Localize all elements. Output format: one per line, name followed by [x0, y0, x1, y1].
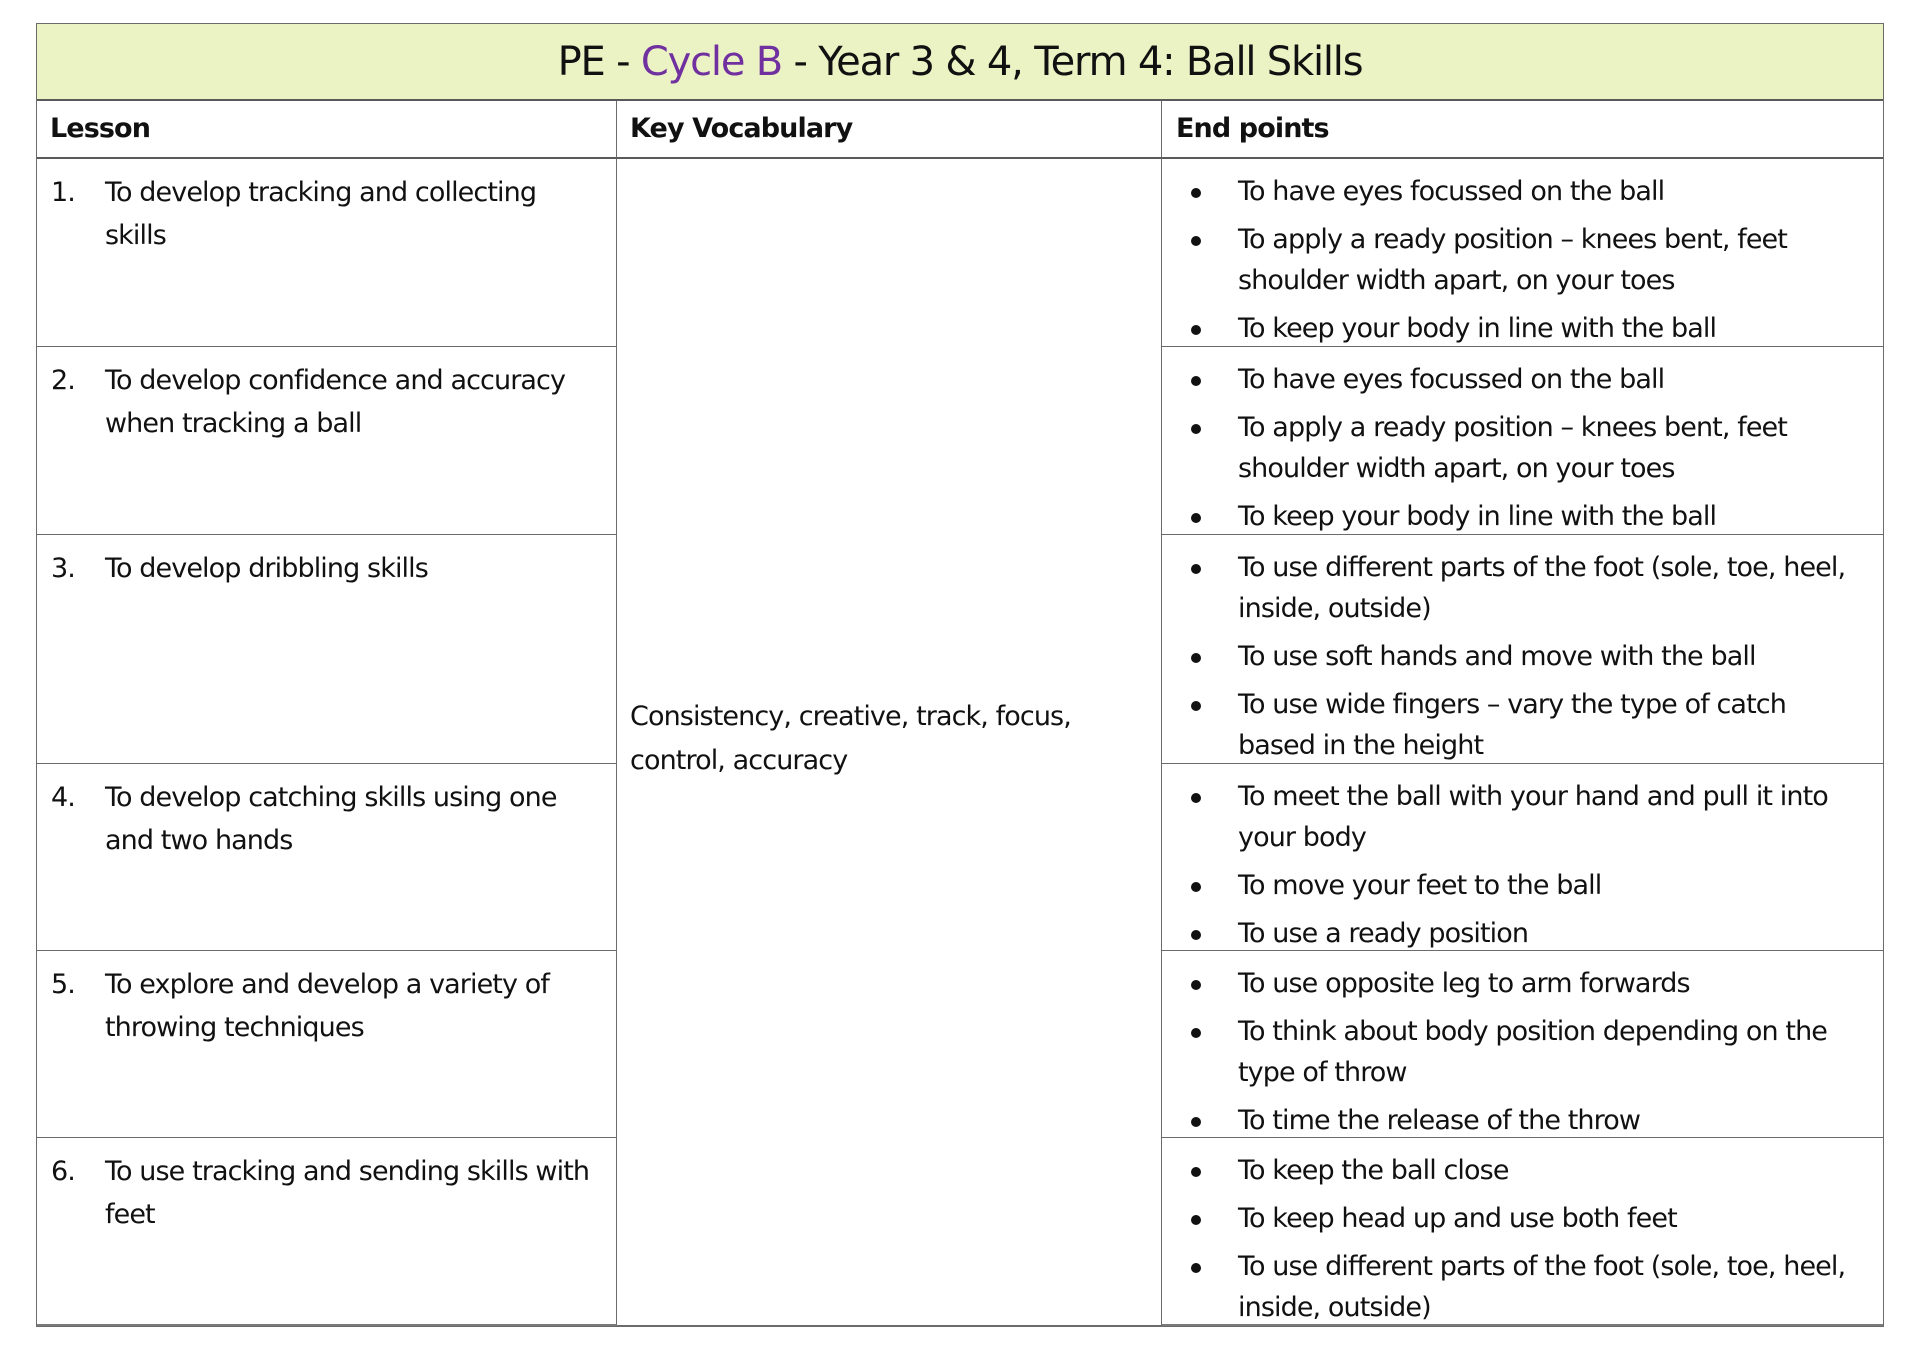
end-point-item: To use different parts of the foot (sole, toe, heel, inside, outside): [1162, 1246, 1869, 1328]
plan-title: [37, 24, 1883, 101]
end-point-item: To apply a ready position – knees bent, feet shoulder width apart, on your toes: [1162, 407, 1869, 489]
bullet-icon: [1162, 171, 1238, 212]
title-prefix: PE -: [557, 38, 630, 85]
bullet-icon: [1162, 219, 1238, 301]
bullet-icon: [1162, 636, 1238, 677]
bullet-icon: [1162, 963, 1238, 1004]
lesson-objective: To develop tracking and collecting skills: [105, 177, 537, 251]
lesson-cell-1: [37, 159, 617, 347]
lesson-objective: To develop catching skills using one and two hands: [105, 782, 557, 856]
lesson-objective: To develop dribbling skills: [105, 553, 428, 584]
lesson-cell-3: [37, 535, 617, 764]
bullet-icon: [1162, 1198, 1238, 1239]
header-key-vocabulary: Key Vocabulary: [617, 101, 1162, 159]
lesson-number: 3.: [51, 553, 75, 584]
end-points-cell-4: [1162, 764, 1883, 951]
end-point-item: To use different parts of the foot (sole, toe, heel, inside, outside): [1162, 547, 1869, 629]
end-point-item: To use a ready position: [1162, 913, 1869, 954]
end-point-item: To time the release of the throw: [1162, 1100, 1869, 1141]
header-lesson: Lesson: [37, 101, 617, 159]
key-vocabulary-text: Consistency, creative, track, focus, control, accuracy: [630, 701, 1071, 776]
lesson-number: 4.: [51, 782, 75, 813]
bullet-icon: [1162, 496, 1238, 537]
bullet-icon: [1162, 776, 1238, 858]
title-suffix: - Year 3 & 4, Term 4: Ball Skills: [793, 38, 1363, 85]
end-point-item: To keep your body in line with the ball: [1162, 496, 1869, 537]
plan-grid: [37, 101, 1883, 1326]
end-point-item: To think about body position depending on the type of throw: [1162, 1011, 1869, 1093]
end-points-cell-6: [1162, 1138, 1883, 1326]
end-point-item: To use soft hands and move with the ball: [1162, 636, 1869, 677]
lesson-objective: To explore and develop a variety of throwing techniques: [105, 969, 549, 1043]
lesson-number: 1.: [51, 177, 75, 208]
lesson-number: 5.: [51, 969, 75, 1000]
lesson-plan-table: [36, 23, 1884, 1327]
bullet-icon: [1162, 865, 1238, 906]
title-cycle: Cycle B: [640, 38, 782, 85]
end-point-item: To move your feet to the ball: [1162, 865, 1869, 906]
end-point-item: To meet the ball with your hand and pull it into your body: [1162, 776, 1869, 858]
bullet-icon: [1162, 1011, 1238, 1093]
bullet-icon: [1162, 1246, 1238, 1328]
bullet-icon: [1162, 684, 1238, 766]
lesson-cell-2: [37, 347, 617, 535]
bullet-icon: [1162, 913, 1238, 954]
bullet-icon: [1162, 359, 1238, 400]
end-point-item: To apply a ready position – knees bent, feet shoulder width apart, on your toes: [1162, 219, 1869, 301]
bullet-icon: [1162, 407, 1238, 489]
end-point-item: To keep head up and use both feet: [1162, 1198, 1869, 1239]
end-points-list: [1162, 963, 1869, 1141]
end-points-list: [1162, 776, 1869, 954]
end-point-item: To keep your body in line with the ball: [1162, 308, 1869, 349]
lesson-cell-5: [37, 951, 617, 1138]
end-points-list: [1162, 171, 1869, 349]
end-point-item: To have eyes focussed on the ball: [1162, 359, 1869, 400]
lesson-cell-4: [37, 764, 617, 951]
end-point-item: To use wide fingers – vary the type of catch based in the height: [1162, 684, 1869, 766]
header-end-points: End points: [1162, 101, 1883, 159]
end-points-list: [1162, 547, 1869, 766]
bullet-icon: [1162, 1150, 1238, 1191]
lesson-objective: To use tracking and sending skills with feet: [105, 1156, 590, 1230]
end-point-item: To use opposite leg to arm forwards: [1162, 963, 1869, 1004]
lesson-number: 6.: [51, 1156, 75, 1187]
end-points-list: [1162, 1150, 1869, 1328]
bullet-icon: [1162, 1100, 1238, 1141]
lesson-number: 2.: [51, 365, 75, 396]
end-points-cell-5: [1162, 951, 1883, 1138]
end-points-cell-1: [1162, 159, 1883, 347]
end-points-cell-2: [1162, 347, 1883, 535]
end-points-cell-3: [1162, 535, 1883, 764]
lesson-cell-6: [37, 1138, 617, 1326]
lesson-objective: To develop confidence and accuracy when tracking a ball: [105, 365, 566, 439]
end-points-list: [1162, 359, 1869, 537]
bullet-icon: [1162, 547, 1238, 629]
end-point-item: To have eyes focussed on the ball: [1162, 171, 1869, 212]
key-vocabulary-cell: [617, 159, 1162, 1326]
bullet-icon: [1162, 308, 1238, 349]
end-point-item: To keep the ball close: [1162, 1150, 1869, 1191]
